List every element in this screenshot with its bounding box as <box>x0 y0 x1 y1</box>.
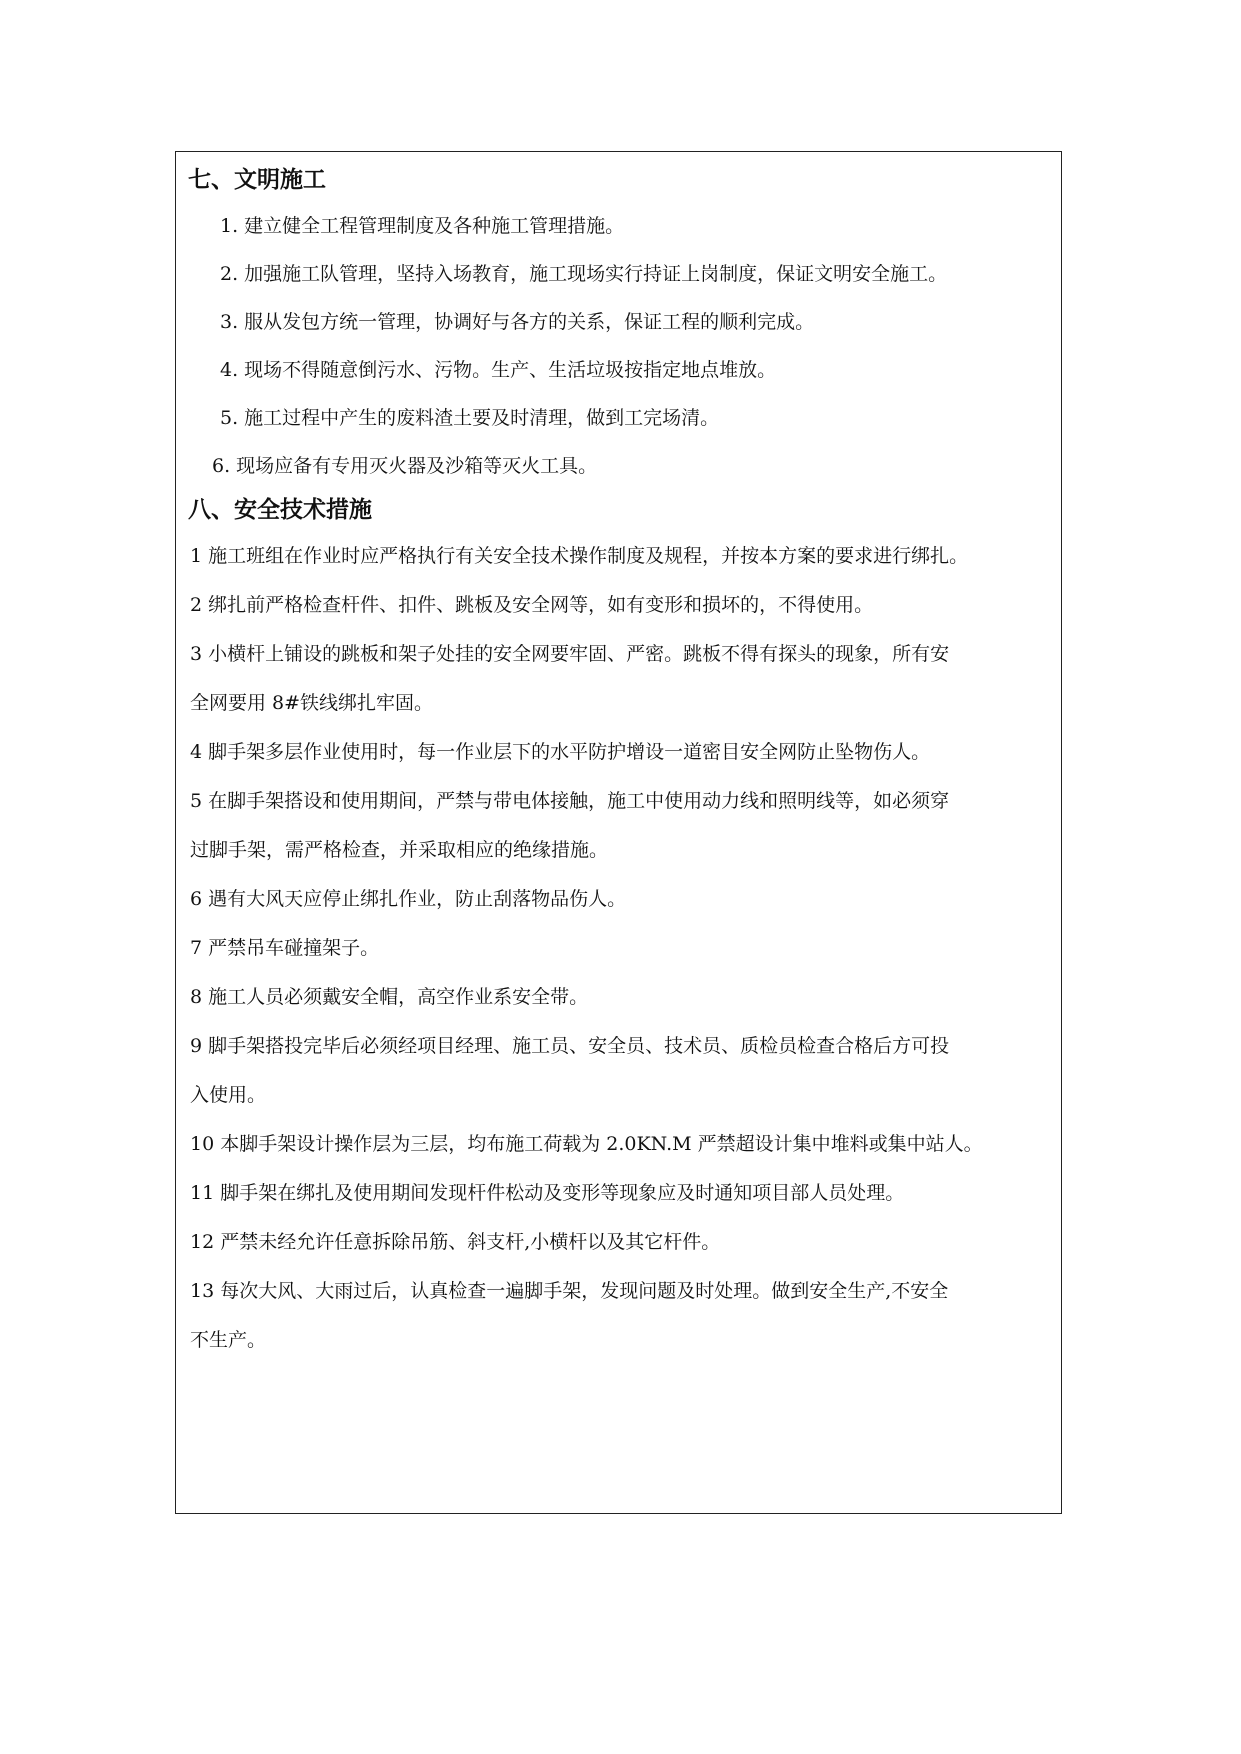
section-8-line: 8 施工人员必须戴安全帽，高空作业系安全带。 <box>190 986 589 1008</box>
section-7-item: 2. 加强施工队管理，坚持入场教育，施工现场实行持证上岗制度，保证文明安全施工。 <box>220 263 948 285</box>
section-8-title: 八、安全技术措施 <box>188 497 372 523</box>
section-7-item: 5. 施工过程中产生的废料渣土要及时清理，做到工完场清。 <box>220 407 720 429</box>
section-8-line: 1 施工班组在作业时应严格执行有关安全技术操作制度及规程，并按本方案的要求进行绑扎。 <box>190 545 969 567</box>
section-8-line: 11 脚手架在绑扎及使用期间发现杆件松动及变形等现象应及时通知项目部人员处理。 <box>190 1182 905 1204</box>
section-7-item: 6. 现场应备有专用灭火器及沙箱等灭火工具。 <box>212 455 598 477</box>
section-8-line: 2 绑扎前严格检查杆件、扣件、跳板及安全网等，如有变形和损坏的，不得使用。 <box>190 594 874 616</box>
section-8-line: 10 本脚手架设计操作层为三层，均布施工荷载为 2.0KN.M 严禁超设计集中堆料或集中站人。 <box>190 1133 983 1155</box>
document-content <box>188 160 1053 1365</box>
section-8-line: 13 每次大风、大雨过后，认真检查一遍脚手架，发现问题及时处理。做到安全生产,不安全 <box>190 1280 949 1302</box>
section-8-line: 5 在脚手架搭设和使用期间，严禁与带电体接触，施工中使用动力线和照明线等，如必须穿 <box>190 790 950 812</box>
section-7-title: 七、文明施工 <box>188 167 326 193</box>
section-8-line: 入使用。 <box>190 1084 267 1106</box>
section-8-line: 3 小横杆上铺设的跳板和架子处挂的安全网要牢固、严密。跳板不得有探头的现象，所有安 <box>190 643 950 665</box>
section-8-line: 6 遇有大风天应停止绑扎作业，防止刮落物品伤人。 <box>190 888 627 910</box>
section-8-line: 9 脚手架搭投完毕后必须经项目经理、施工员、安全员、技术员、质检员检查合格后方可投 <box>190 1035 950 1057</box>
section-8-line: 不生产。 <box>190 1329 267 1351</box>
section-8-line: 全网要用 8#铁线绑扎牢固。 <box>190 692 434 714</box>
section-8-list <box>188 532 1053 1365</box>
section-8-line: 过脚手架，需严格检查，并采取相应的绝缘措施。 <box>190 839 609 861</box>
section-8-line: 7 严禁吊车碰撞架子。 <box>190 937 380 959</box>
section-7-item: 1. 建立健全工程管理制度及各种施工管理措施。 <box>220 215 625 237</box>
section-8-line: 12 严禁未经允许任意拆除吊筋、斜支杆,小横杆以及其它杆件。 <box>190 1231 721 1253</box>
document-table-cell <box>175 151 1062 1514</box>
section-7-item: 4. 现场不得随意倒污水、污物。生产、生活垃圾按指定地点堆放。 <box>220 359 777 381</box>
section-7-list <box>188 202 1053 490</box>
section-8-line: 4 脚手架多层作业使用时，每一作业层下的水平防护增设一道密目安全网防止坠物伤人。 <box>190 741 931 763</box>
section-7-item: 3. 服从发包方统一管理，协调好与各方的关系，保证工程的顺利完成。 <box>220 311 815 333</box>
